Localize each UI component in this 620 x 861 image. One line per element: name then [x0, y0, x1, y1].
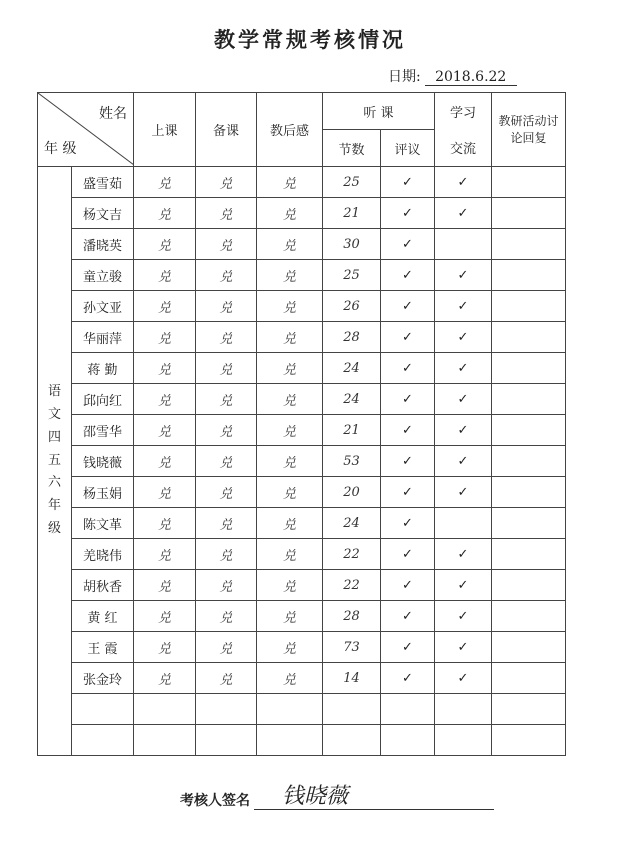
beike-cell: 兑 — [196, 601, 257, 632]
jiaoliu-cell: ✓ — [435, 384, 492, 415]
pingyi-cell: ✓ — [381, 446, 435, 477]
name-cell: 孙文亚 — [72, 291, 134, 322]
name-cell: 羌晓伟 — [72, 539, 134, 570]
shangke-cell: 兑 — [134, 663, 196, 694]
beike-cell: 兑 — [196, 229, 257, 260]
table-row — [38, 353, 566, 384]
grade-char: 四 — [47, 429, 61, 445]
table-row — [38, 229, 566, 260]
shangke-cell: 兑 — [134, 415, 196, 446]
jiaoliu-cell — [435, 508, 492, 539]
jieshu-cell: 22 — [323, 539, 381, 570]
shangke-cell: 兑 — [134, 353, 196, 384]
name-cell: 陈文革 — [72, 508, 134, 539]
name-cell: 张金玲 — [72, 663, 134, 694]
pingyi-cell — [381, 725, 435, 756]
header-xuexi: 学习 — [435, 93, 492, 130]
jiaoyan-cell — [492, 198, 566, 229]
pingyi-cell: ✓ — [381, 663, 435, 694]
jiaoliu-cell: ✓ — [435, 415, 492, 446]
grade-char: 五 — [47, 452, 61, 468]
table-row — [38, 539, 566, 570]
jiaoliu-cell: ✓ — [435, 353, 492, 384]
shangke-cell — [134, 725, 196, 756]
beike-cell: 兑 — [196, 663, 257, 694]
name-cell: 盛雪茹 — [72, 167, 134, 198]
jiaoliu-cell: ✓ — [435, 663, 492, 694]
beike-cell: 兑 — [196, 260, 257, 291]
jiaohougan-cell: 兑 — [257, 632, 323, 663]
jiaohougan-cell: 兑 — [257, 260, 323, 291]
jiaoyan-cell — [492, 539, 566, 570]
jieshu-cell: 24 — [323, 384, 381, 415]
header-jiaoliu: 交流 — [435, 130, 492, 167]
pingyi-cell — [381, 694, 435, 725]
grade-char: 年 — [47, 498, 61, 514]
beike-cell: 兑 — [196, 291, 257, 322]
jiaoliu-cell: ✓ — [435, 167, 492, 198]
jiaoyan-cell — [492, 229, 566, 260]
pingyi-cell: ✓ — [381, 322, 435, 353]
jieshu-cell: 21 — [323, 415, 381, 446]
header-name-label: 姓名 — [99, 106, 127, 122]
jieshu-cell — [323, 725, 381, 756]
signature-area — [180, 784, 494, 810]
shangke-cell: 兑 — [134, 229, 196, 260]
grade-char: 六 — [47, 475, 61, 491]
pingyi-cell: ✓ — [381, 601, 435, 632]
beike-cell: 兑 — [196, 477, 257, 508]
name-cell: 杨文吉 — [72, 198, 134, 229]
grade-char: 语 — [47, 384, 61, 400]
jieshu-cell: 53 — [323, 446, 381, 477]
beike-cell: 兑 — [196, 415, 257, 446]
name-cell: 华丽萍 — [72, 322, 134, 353]
jieshu-cell: 20 — [323, 477, 381, 508]
jiaoliu-cell: ✓ — [435, 632, 492, 663]
table-row — [38, 663, 566, 694]
jiaoliu-cell: ✓ — [435, 601, 492, 632]
jiaohougan-cell: 兑 — [257, 198, 323, 229]
jiaohougan-cell: 兑 — [257, 570, 323, 601]
shangke-cell: 兑 — [134, 601, 196, 632]
table-row — [38, 415, 566, 446]
name-cell: 王 霞 — [72, 632, 134, 663]
name-cell: 童立骏 — [72, 260, 134, 291]
table-row — [38, 322, 566, 353]
table-row — [38, 260, 566, 291]
name-cell — [72, 694, 134, 725]
jiaohougan-cell: 兑 — [257, 353, 323, 384]
jieshu-cell — [323, 694, 381, 725]
jiaoyan-cell — [492, 384, 566, 415]
jiaoyan-cell — [492, 601, 566, 632]
jiaoyan-cell — [492, 508, 566, 539]
jieshu-cell: 28 — [323, 601, 381, 632]
name-cell: 杨玉娟 — [72, 477, 134, 508]
jiaohougan-cell: 兑 — [257, 415, 323, 446]
table-row — [38, 167, 566, 198]
jieshu-cell: 24 — [323, 353, 381, 384]
jiaoyan-cell — [492, 415, 566, 446]
beike-cell: 兑 — [196, 508, 257, 539]
jiaoyan-cell — [492, 725, 566, 756]
jiaoyan-cell — [492, 663, 566, 694]
table-row — [38, 477, 566, 508]
signature-value: 钱晓薇 — [282, 784, 349, 809]
jiaoliu-cell: ✓ — [435, 477, 492, 508]
jiaohougan-cell: 兑 — [257, 477, 323, 508]
table-row — [38, 198, 566, 229]
jiaoyan-cell — [492, 477, 566, 508]
header-grade-label: 年 级 — [44, 141, 77, 157]
jiaoyan-cell — [492, 353, 566, 384]
jiaoyan-cell — [492, 632, 566, 663]
shangke-cell: 兑 — [134, 632, 196, 663]
shangke-cell — [134, 694, 196, 725]
jiaoyan-cell — [492, 260, 566, 291]
table-row — [38, 291, 566, 322]
header-jieshu: 节数 — [323, 130, 381, 167]
table-row — [38, 570, 566, 601]
shangke-cell: 兑 — [134, 167, 196, 198]
pingyi-cell: ✓ — [381, 198, 435, 229]
jiaohougan-cell: 兑 — [257, 508, 323, 539]
name-cell: 邱向红 — [72, 384, 134, 415]
jiaoliu-cell: ✓ — [435, 322, 492, 353]
signature-label: 考核人签名 — [180, 793, 250, 809]
name-cell: 黄 红 — [72, 601, 134, 632]
beike-cell: 兑 — [196, 322, 257, 353]
table-row — [38, 694, 566, 725]
jiaoliu-cell: ✓ — [435, 198, 492, 229]
table-row — [38, 508, 566, 539]
jiaoliu-cell: ✓ — [435, 260, 492, 291]
beike-cell: 兑 — [196, 632, 257, 663]
jieshu-cell: 30 — [323, 229, 381, 260]
jiaohougan-cell: 兑 — [257, 291, 323, 322]
date-field — [388, 66, 517, 86]
jiaohougan-cell: 兑 — [257, 601, 323, 632]
beike-cell: 兑 — [196, 384, 257, 415]
beike-cell: 兑 — [196, 539, 257, 570]
jieshu-cell: 24 — [323, 508, 381, 539]
jiaoyan-cell — [492, 291, 566, 322]
grade-char: 级 — [47, 520, 61, 536]
header-pingyi: 评议 — [381, 130, 435, 167]
pingyi-cell: ✓ — [381, 229, 435, 260]
name-cell: 邵雪华 — [72, 415, 134, 446]
jiaohougan-cell — [257, 694, 323, 725]
table-row — [38, 384, 566, 415]
jiaohougan-cell: 兑 — [257, 539, 323, 570]
jieshu-cell: 25 — [323, 260, 381, 291]
name-cell: 胡秋香 — [72, 570, 134, 601]
jiaohougan-cell: 兑 — [257, 167, 323, 198]
jiaoyan-cell — [492, 167, 566, 198]
name-cell — [72, 725, 134, 756]
beike-cell: 兑 — [196, 167, 257, 198]
jieshu-cell: 73 — [323, 632, 381, 663]
jiaoliu-cell — [435, 229, 492, 260]
jiaoyan-cell — [492, 446, 566, 477]
pingyi-cell: ✓ — [381, 260, 435, 291]
shangke-cell: 兑 — [134, 291, 196, 322]
assessment-table — [37, 92, 566, 756]
jiaoyan-cell — [492, 694, 566, 725]
shangke-cell: 兑 — [134, 384, 196, 415]
jiaoyan-cell — [492, 570, 566, 601]
table-row — [38, 601, 566, 632]
jiaohougan-cell — [257, 725, 323, 756]
table-row — [38, 725, 566, 756]
signature-line — [254, 784, 494, 810]
shangke-cell: 兑 — [134, 570, 196, 601]
name-cell: 蒋 勤 — [72, 353, 134, 384]
shangke-cell: 兑 — [134, 539, 196, 570]
jiaohougan-cell: 兑 — [257, 384, 323, 415]
pingyi-cell: ✓ — [381, 291, 435, 322]
pingyi-cell: ✓ — [381, 477, 435, 508]
table-row — [38, 446, 566, 477]
jieshu-cell: 26 — [323, 291, 381, 322]
jieshu-cell: 22 — [323, 570, 381, 601]
header-diagonal-cell — [38, 93, 134, 167]
pingyi-cell: ✓ — [381, 632, 435, 663]
page-title: 教学常规考核情况 — [214, 27, 406, 52]
pingyi-cell: ✓ — [381, 539, 435, 570]
jiaoliu-cell — [435, 725, 492, 756]
pingyi-cell: ✓ — [381, 415, 435, 446]
beike-cell — [196, 694, 257, 725]
beike-cell: 兑 — [196, 353, 257, 384]
shangke-cell: 兑 — [134, 260, 196, 291]
jiaohougan-cell: 兑 — [257, 229, 323, 260]
date-value: 2018.6.22 — [425, 69, 517, 86]
jieshu-cell: 25 — [323, 167, 381, 198]
name-cell: 潘晓英 — [72, 229, 134, 260]
jiaoliu-cell: ✓ — [435, 570, 492, 601]
shangke-cell: 兑 — [134, 508, 196, 539]
header-jiaohougan: 教后感 — [257, 93, 323, 167]
shangke-cell: 兑 — [134, 198, 196, 229]
pingyi-cell: ✓ — [381, 384, 435, 415]
jiaoliu-cell: ✓ — [435, 291, 492, 322]
jiaohougan-cell: 兑 — [257, 322, 323, 353]
header-shangke: 上课 — [134, 93, 196, 167]
pingyi-cell: ✓ — [381, 353, 435, 384]
pingyi-cell: ✓ — [381, 570, 435, 601]
name-cell: 钱晓薇 — [72, 446, 134, 477]
pingyi-cell: ✓ — [381, 167, 435, 198]
jiaoliu-cell — [435, 694, 492, 725]
table-row — [38, 632, 566, 663]
date-label: 日期: — [388, 69, 421, 85]
beike-cell: 兑 — [196, 198, 257, 229]
jiaohougan-cell: 兑 — [257, 663, 323, 694]
pingyi-cell: ✓ — [381, 508, 435, 539]
beike-cell: 兑 — [196, 570, 257, 601]
jiaohougan-cell: 兑 — [257, 446, 323, 477]
jieshu-cell: 14 — [323, 663, 381, 694]
beike-cell — [196, 725, 257, 756]
shangke-cell: 兑 — [134, 477, 196, 508]
jiaoyan-cell — [492, 322, 566, 353]
grade-char: 文 — [47, 407, 61, 423]
jieshu-cell: 28 — [323, 322, 381, 353]
shangke-cell: 兑 — [134, 322, 196, 353]
jiaoliu-cell: ✓ — [435, 446, 492, 477]
header-tingke: 听 课 — [323, 93, 435, 130]
beike-cell: 兑 — [196, 446, 257, 477]
grade-cell — [38, 167, 72, 756]
shangke-cell: 兑 — [134, 446, 196, 477]
header-beike: 备课 — [196, 93, 257, 167]
header-jiaoyan: 教研活动讨论回复 — [492, 93, 566, 167]
jieshu-cell: 21 — [323, 198, 381, 229]
jiaoliu-cell: ✓ — [435, 539, 492, 570]
